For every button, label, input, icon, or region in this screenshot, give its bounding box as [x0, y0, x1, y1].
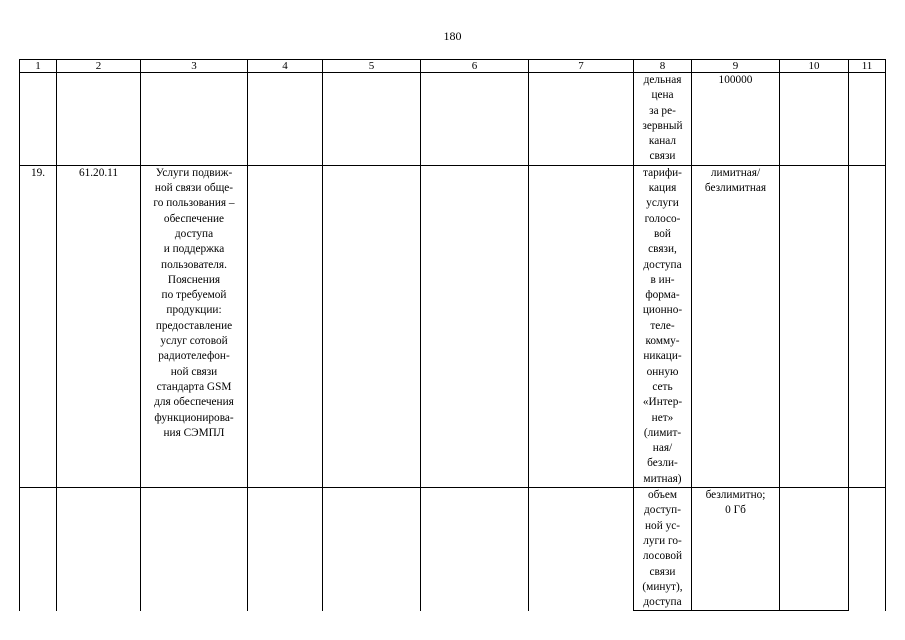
table-cell [529, 73, 634, 166]
table-cell [141, 73, 248, 166]
table-cell [529, 165, 634, 487]
text-line: связи [649, 150, 676, 163]
text-line: связи [649, 565, 676, 578]
table-cell [323, 165, 421, 487]
text-line: дельная [643, 74, 682, 86]
text-line: ная/ [652, 442, 673, 455]
text-line: луги го- [643, 534, 682, 547]
okpd-code: 61.20.11 [57, 165, 141, 487]
text-line: услуг сотовой [160, 335, 228, 348]
table-cell [421, 165, 529, 487]
text-line: связи, [648, 243, 677, 256]
column-header: 3 [141, 60, 248, 73]
text-line: митная) [643, 472, 682, 485]
text-line: го пользования – [153, 197, 235, 210]
text-line: доступ- [644, 504, 681, 517]
column-header: 6 [421, 60, 529, 73]
table-cell-col8 [634, 165, 692, 487]
text-line: обеспечение [163, 212, 225, 225]
text-line: в ин- [650, 273, 675, 286]
page-number: 180 [443, 29, 462, 43]
table-cell [780, 165, 849, 487]
table-cell-col9 [692, 165, 780, 487]
text-line: комму- [645, 335, 680, 348]
text-line: для обеспечения [154, 396, 234, 409]
text-lines [635, 166, 690, 487]
text-line: безлимитная [704, 182, 767, 195]
text-line: по требуемой [161, 289, 227, 302]
text-line: безлимитно; [705, 489, 766, 502]
table-cell [421, 488, 529, 611]
text-lines [693, 488, 778, 519]
text-line: предоставление [155, 319, 233, 332]
column-header: 4 [248, 60, 323, 73]
text-line: объем [647, 489, 678, 502]
text-line: Пояснения [167, 273, 221, 286]
text-line: голосо- [644, 212, 681, 225]
text-line: тарифи- [643, 166, 682, 179]
table-cell [248, 488, 323, 611]
table-cell-col8 [634, 73, 692, 166]
text-line: форма- [645, 289, 680, 302]
text-line: ной ус- [645, 519, 680, 532]
text-line: Услуги подвиж- [155, 166, 233, 179]
text-line: нет» [651, 411, 674, 424]
text-line: цена [651, 89, 674, 102]
text-line: (лимит- [643, 426, 682, 439]
text-line: «Интер- [642, 396, 683, 409]
column-header: 1 [20, 60, 57, 73]
table-cell [323, 73, 421, 166]
column-header: 10 [780, 60, 849, 73]
table-cell [20, 488, 57, 611]
text-line: пользователя. [161, 258, 227, 271]
document-table [19, 59, 886, 611]
text-line: радиотелефон- [158, 350, 230, 363]
text-line: вой [654, 227, 671, 240]
text-line: ной связи обще- [154, 182, 234, 195]
text-lines [635, 73, 690, 165]
table-row-19 [20, 165, 886, 487]
table-row [20, 488, 886, 611]
text-line: доступа [643, 596, 682, 609]
text-line: теле- [650, 319, 675, 332]
table-cell-col8 [634, 488, 692, 611]
text-line: доступа [643, 258, 682, 271]
text-line: никаци- [643, 350, 682, 363]
column-header: 9 [692, 60, 780, 73]
text-lines [635, 488, 690, 610]
text-line: ной связи [170, 365, 218, 378]
product-description [141, 165, 248, 487]
table-cell [780, 73, 849, 166]
text-line: безли- [647, 457, 678, 470]
table-cell-col9: 100000 [692, 73, 780, 166]
row-number: 19. [20, 165, 57, 487]
table-cell [849, 165, 886, 487]
text-lines [693, 166, 778, 197]
text-line: и поддержка [163, 243, 225, 256]
table-cell [141, 488, 248, 611]
table-cell [57, 73, 141, 166]
text-line: функционирова- [154, 411, 234, 424]
text-line: ния СЭМПЛ [163, 426, 225, 439]
table-cell [57, 488, 141, 611]
table-cell [20, 73, 57, 166]
text-line: лосовой [642, 550, 683, 563]
table-row [20, 73, 886, 166]
column-header: 8 [634, 60, 692, 73]
header-row [20, 60, 886, 73]
text-line: услуги [646, 197, 679, 210]
column-header: 5 [323, 60, 421, 73]
text-line: сеть [652, 380, 673, 393]
table-cell [248, 73, 323, 166]
text-line: зервный [642, 119, 683, 132]
text-line: за ре- [649, 104, 676, 117]
table-cell [780, 488, 849, 611]
table-cell [529, 488, 634, 611]
text-line: ционно- [642, 304, 683, 317]
text-line: 0 Гб [725, 504, 746, 517]
text-line: лимитная/ [710, 166, 761, 179]
text-line: кация [648, 182, 677, 195]
table-cell-col9 [692, 488, 780, 611]
text-line: канал [648, 135, 677, 148]
table-cell [849, 488, 886, 611]
text-line: (минут), [642, 580, 683, 593]
column-header: 2 [57, 60, 141, 73]
table-cell [323, 488, 421, 611]
text-line: стандарта GSM [156, 380, 232, 393]
column-header: 11 [849, 60, 886, 73]
text-line: онную [646, 365, 679, 378]
text-line: продукции: [166, 304, 222, 317]
text-lines [142, 166, 246, 441]
table-cell [849, 73, 886, 166]
table-cell [248, 165, 323, 487]
table-cell [421, 73, 529, 166]
text-line: доступа [174, 227, 214, 240]
column-header: 7 [529, 60, 634, 73]
